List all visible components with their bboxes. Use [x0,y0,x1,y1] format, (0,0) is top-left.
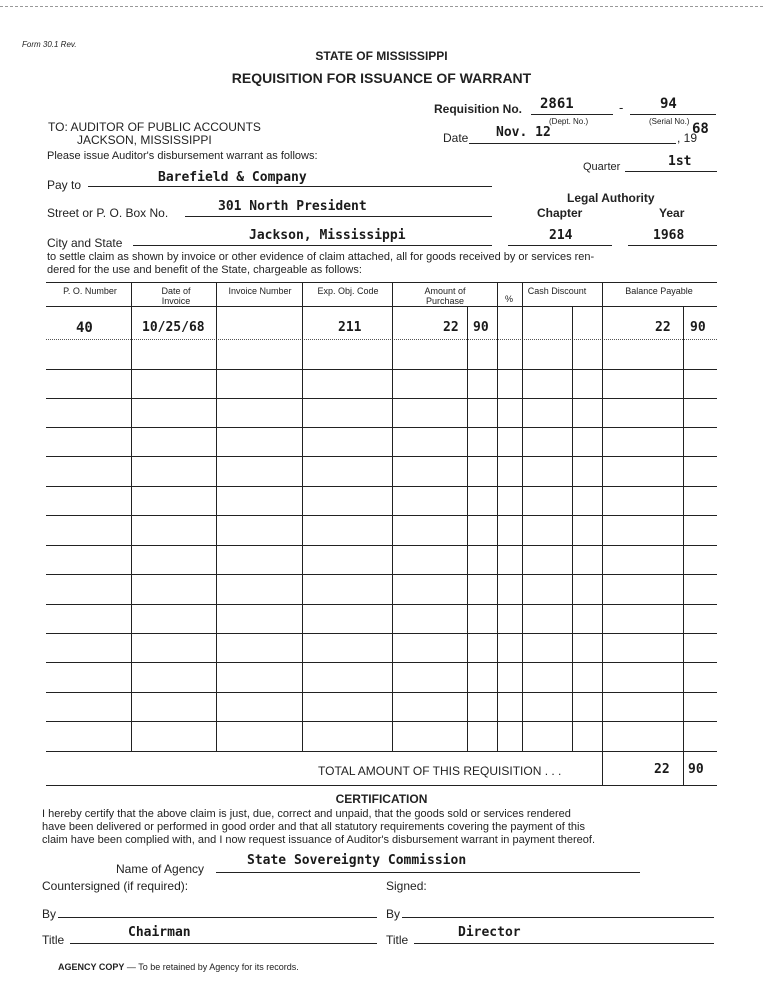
form-number: Form 30.1 Rev. [22,40,77,49]
serial-no-caption: (Serial No.) [649,117,690,126]
date-label: Date [443,131,469,145]
requisition-label: Requisition No. [434,102,522,116]
year-prefix-text: 19 [683,131,698,145]
table-row-line [46,721,717,722]
col-header-cash-discount: Cash Discount [527,286,587,296]
page-title: REQUISITION FOR ISSUANCE OF WARRANT [231,70,532,86]
certification-text-3: claim have been complied with, and I now request issuance of Auditor's disbursement warrant in payment thereof. [42,834,596,846]
city-label: City and State [47,236,123,250]
table-col-line [302,282,303,751]
instruction-text: Please issue Auditor's disbursement warrant as follows: [47,150,318,162]
authority-year-label: Year [659,206,685,220]
certification-text-1: I hereby certify that the above claim is just, due, correct and unpaid, that the goods sold or services rendered [42,808,571,820]
table-col-line [522,282,523,751]
quarter-value: 1st [668,154,692,169]
table-header-border [46,306,717,307]
year-value: 68 [692,121,709,137]
table-row-line [46,515,717,516]
col-header-date-of-invoice: Date of Invoice [161,286,191,306]
pay-to-label: Pay to [47,178,82,192]
agency-copy-text: — To be retained by Agency for its records. [126,962,299,972]
addressee-line-1: TO: AUDITOR OF PUBLIC ACCOUNTS [48,120,261,134]
quarter-label: Quarter [583,161,621,173]
dept-no-caption: (Dept. No.) [549,117,589,126]
table-row-line [46,486,717,487]
col-header-percent: % [504,294,513,304]
title-value-right: Director [458,925,521,940]
table-row-line [46,456,717,457]
street-value: 301 North President [218,199,367,214]
settle-text-line-1: to settle claim as shown by invoice or other evidence of claim attached, all for goods received by or services ren- [47,251,595,263]
table-col-line [216,282,217,751]
date-line [469,143,676,144]
certification-heading: CERTIFICATION [335,792,428,806]
title-label-left: Title [42,933,65,947]
table-top-border [46,282,717,283]
total-cents: 90 [688,762,704,777]
cell-exp-obj-code: 211 [338,320,362,335]
serial-no-line [630,114,716,115]
chapter-value: 214 [549,228,573,243]
serial-no-value: 94 [660,96,677,112]
countersigned-label: Countersigned (if required): [42,879,189,893]
chapter-label: Chapter [537,206,583,220]
authority-year-value: 1968 [653,228,685,243]
col-header-invoice-number: Invoice Number [228,286,292,296]
table-col-line [602,282,603,785]
date-value: Nov. 12 [496,125,551,140]
street-line [185,216,492,217]
top-edge-line [0,6,763,7]
col-header-balance-payable: Balance Payable [625,286,693,296]
cell-amount-dollars: 22 [443,320,459,335]
agency-copy-label: AGENCY COPY [58,962,125,972]
col-header-po-number: P. O. Number [63,286,117,296]
table-row-line [46,633,717,634]
by-line-right [402,917,714,918]
col-header-amount-of-purchase: Amount of Purchase [424,286,466,306]
table-row-line [46,604,717,605]
table-row-line [46,398,717,399]
by-line-left [58,917,377,918]
title-label-right: Title [386,933,409,947]
street-label: Street or P. O. Box No. [47,206,169,220]
table-row-line [46,369,717,370]
cell-balance-dollars: 22 [655,320,671,335]
table-col-line [467,306,468,751]
table-row-line [46,574,717,575]
total-dollars: 22 [654,762,670,777]
title-line-right [414,943,714,944]
dept-no-value: 2861 [540,96,574,112]
state-heading: STATE OF MISSISSIPPI [315,49,448,63]
quarter-line [625,171,717,172]
table-row-line [46,545,717,546]
table-row-line [46,662,717,663]
city-line [133,245,492,246]
certification-text-2: have been delivered or performed in good order and that all statutory requirements covering the payment of this [42,821,585,833]
pay-to-line [88,186,492,187]
authority-year-line [628,245,717,246]
pay-to-value: Barefield & Company [158,170,307,185]
table-col-line [392,282,393,751]
dept-no-line [531,114,613,115]
city-value: Jackson, Mississippi [249,228,406,243]
title-line-left [70,943,377,944]
table-row-line [46,692,717,693]
table-col-line [131,282,132,751]
agency-line [216,872,640,873]
settle-text-line-2: dered for the use and benefit of the State, chargeable as follows: [47,264,362,276]
dash-separator: - [619,100,624,115]
table-row-line [46,751,717,752]
addressee-line-2: JACKSON, MISSISSIPPI [77,133,212,147]
table-total-border [46,785,717,786]
title-value-left: Chairman [128,925,191,940]
cell-po-number: 40 [76,320,93,336]
cell-amount-cents: 90 [473,320,489,335]
legal-authority-label: Legal Authority [567,191,655,205]
footer-note [58,962,299,972]
by-label-left: By [42,907,57,921]
table-row-line [46,427,717,428]
total-label: TOTAL AMOUNT OF THIS REQUISITION . . . [318,764,562,778]
table-col-line [497,282,498,751]
table-row-line [46,339,717,340]
table-col-line [572,306,573,751]
year-prefix: , 19 [677,131,698,145]
col-header-exp-obj-code: Exp. Obj. Code [317,286,379,296]
cell-date-of-invoice: 10/25/68 [142,320,205,335]
signed-label: Signed: [386,879,427,893]
by-label-right: By [386,907,401,921]
chapter-line [508,245,612,246]
agency-label: Name of Agency [116,862,205,876]
agency-value: State Sovereignty Commission [247,853,467,868]
table-col-line [683,306,684,785]
cell-balance-cents: 90 [690,320,706,335]
